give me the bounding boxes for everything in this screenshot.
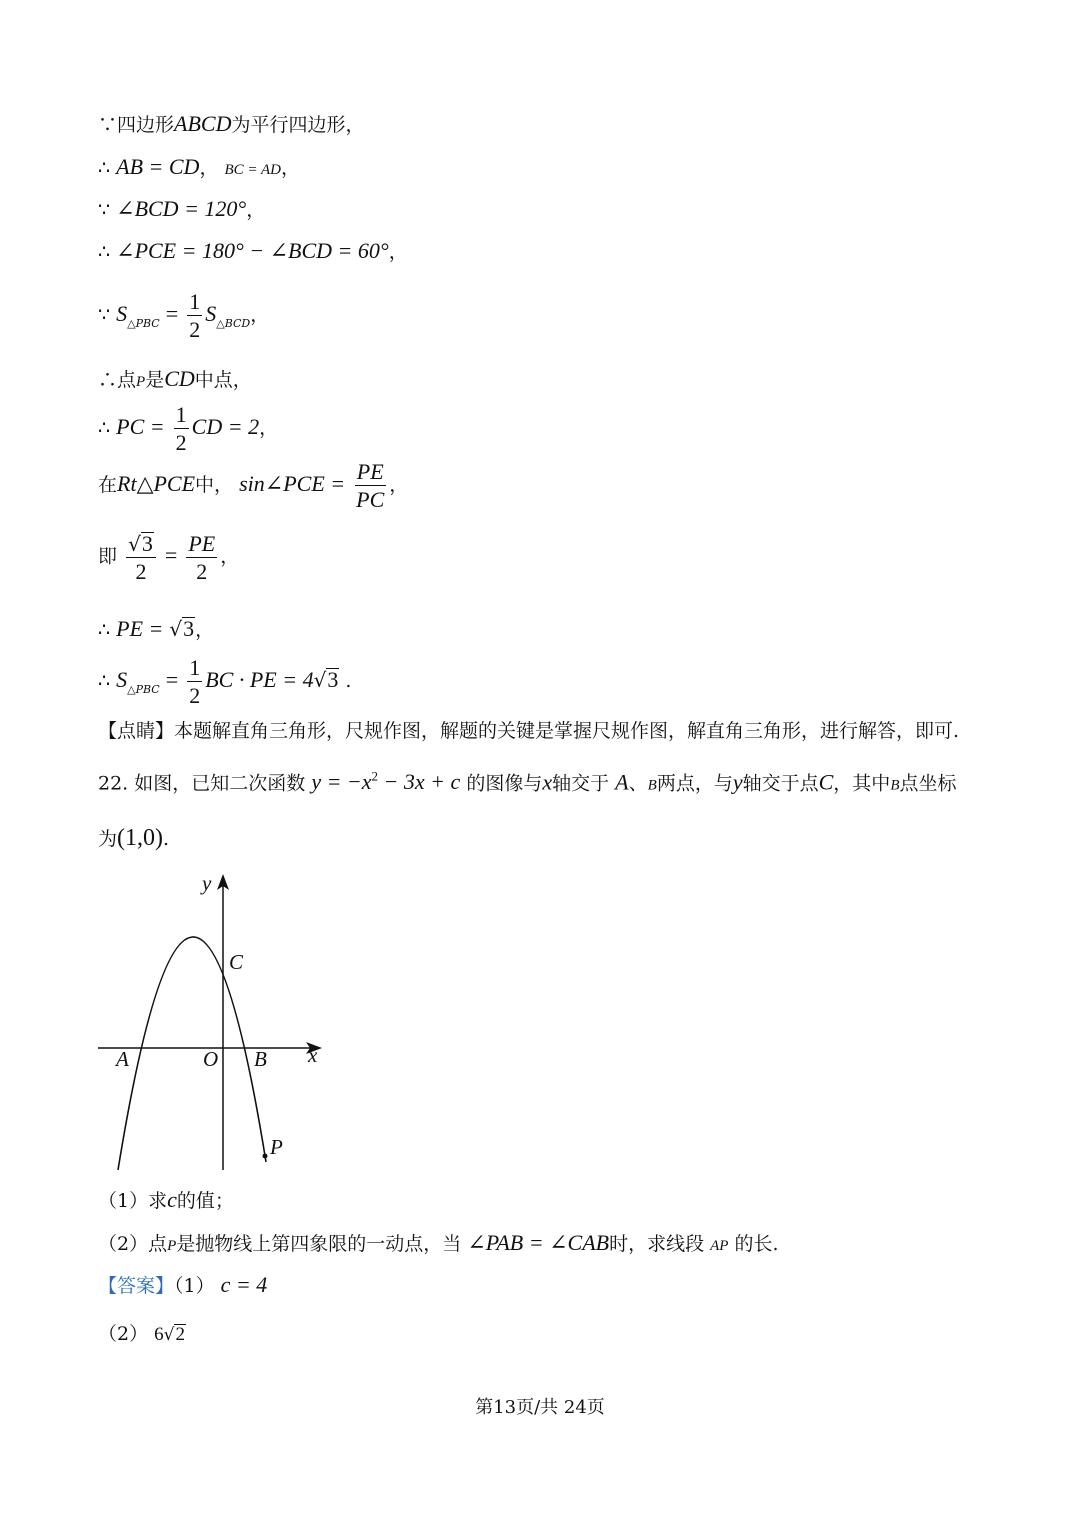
- numerator: PE: [188, 530, 216, 556]
- comment-line: [98, 722, 959, 741]
- math-cd: CD: [164, 366, 195, 391]
- label-p: P: [270, 1135, 283, 1159]
- denominator: 2: [196, 558, 208, 584]
- question-22-line-2: [98, 826, 169, 850]
- label-b: B: [254, 1047, 267, 1071]
- fraction: [186, 530, 217, 584]
- math-s: S: [205, 301, 217, 326]
- text: 的图像与: [466, 772, 543, 795]
- math-b: B: [647, 777, 657, 794]
- denominator: 2: [189, 317, 201, 342]
- math-pe: PE =: [116, 616, 164, 641]
- therefore-symbol: ∴: [98, 369, 118, 391]
- subscript: △PBC: [127, 683, 160, 696]
- radical-icon: √: [163, 1325, 175, 1345]
- proof-line-3: [98, 198, 265, 220]
- label-a: A: [116, 1047, 129, 1071]
- exponent: 2: [371, 769, 379, 784]
- numerator: [126, 532, 156, 558]
- math-c: c: [167, 1187, 177, 1212]
- text: 、: [628, 772, 648, 795]
- math-abcd: ABCD: [174, 111, 232, 136]
- label-y: y: [202, 871, 212, 895]
- proof-line-5: [98, 291, 269, 341]
- math-rt-triangle: Rt△PCE: [117, 471, 196, 496]
- math-a: A: [615, 769, 629, 795]
- coefficient: 6: [154, 1324, 164, 1345]
- equals: =: [165, 301, 179, 326]
- fraction: [187, 291, 202, 341]
- proof-line-11: [98, 657, 351, 707]
- therefore-symbol: ∴: [98, 241, 111, 263]
- therefore-symbol: ∴: [98, 417, 111, 439]
- math-cd-2: CD = 2: [191, 414, 260, 439]
- math-p: P: [136, 374, 146, 390]
- proof-line-4: [98, 240, 408, 262]
- eq-part: y = −x: [311, 769, 372, 795]
- label-c: C: [229, 950, 244, 974]
- math-bc-pe: BC · PE = 4: [205, 667, 314, 692]
- answer-line-1: [98, 1274, 267, 1296]
- parabola-figure: [90, 868, 340, 1178]
- text: 中，: [195, 474, 234, 496]
- numerator: 1: [175, 402, 187, 427]
- text: （1）求: [98, 1190, 168, 1212]
- text: ，其中: [833, 772, 891, 795]
- text: 轴交于点: [742, 772, 819, 795]
- parabola-curve: [118, 937, 266, 1170]
- point-p-dot: [263, 1154, 268, 1159]
- math-angle-eq: ∠PAB = ∠CAB: [467, 1230, 610, 1255]
- because-symbol: ∵: [98, 114, 118, 136]
- text: 点坐标: [899, 772, 957, 795]
- text: 在: [98, 474, 118, 496]
- answer-line-2: [98, 1324, 186, 1344]
- math-ap: AP: [710, 1238, 729, 1254]
- comment-tag: 【点睛】: [98, 720, 175, 742]
- math-equation: [311, 769, 460, 794]
- equals: =: [164, 542, 178, 568]
- text: 的长.: [734, 1233, 779, 1255]
- subscript: △PBC: [127, 317, 160, 330]
- answer-tag: 【答案】: [98, 1275, 175, 1297]
- math-s: S: [116, 667, 128, 692]
- page-footer: 第13页/共 24页: [475, 1397, 605, 1418]
- proof-line-1: [98, 113, 365, 135]
- radical-icon: √: [169, 617, 183, 641]
- radicand: 3: [183, 616, 195, 641]
- because-symbol: ∵: [98, 304, 111, 326]
- text: 的值；: [176, 1190, 234, 1212]
- math-sin: sin∠PCE =: [239, 471, 346, 496]
- text: 22. 如图，已知二次函数: [98, 772, 306, 795]
- text: 四边形: [117, 114, 175, 136]
- radicand: 2: [175, 1324, 185, 1345]
- proof-line-9: [98, 532, 239, 583]
- proof-line-2: [98, 156, 300, 178]
- text: ，: [246, 199, 266, 221]
- radical-icon: √: [313, 668, 327, 692]
- denominator: PC: [356, 487, 385, 512]
- text: 中点，: [194, 369, 252, 391]
- sub-question-2: [98, 1232, 779, 1254]
- text: （2）点: [98, 1233, 168, 1255]
- text: （2）: [98, 1323, 149, 1345]
- fraction: [126, 532, 156, 583]
- therefore-symbol: ∴: [98, 670, 111, 692]
- fraction: [354, 461, 386, 511]
- text: ，: [388, 241, 408, 263]
- label-o: O: [203, 1047, 219, 1071]
- text: 为: [98, 828, 118, 850]
- text: ，: [250, 304, 270, 326]
- text: ，: [281, 157, 301, 179]
- proof-line-6: [98, 368, 252, 390]
- proof-line-7: [98, 404, 278, 454]
- fraction: [174, 404, 189, 454]
- radicand: 3: [141, 531, 153, 556]
- radicand: 3: [327, 667, 339, 692]
- numerator: 1: [189, 289, 201, 314]
- because-symbol: ∵: [98, 199, 111, 221]
- text: 是: [145, 369, 165, 391]
- label-x: x: [308, 1043, 318, 1067]
- math-c: C: [818, 769, 834, 795]
- math-angle-bcd: ∠BCD = 120°: [116, 196, 247, 221]
- text: 时，求线段: [609, 1233, 705, 1255]
- math-y: y: [732, 769, 743, 795]
- text: .: [345, 670, 352, 692]
- text: ，: [389, 474, 409, 496]
- proof-line-10: [98, 617, 214, 640]
- text: 为平行四边形，: [231, 114, 365, 136]
- text: ，: [195, 619, 215, 641]
- proof-line-8: [98, 461, 408, 511]
- text: （1）: [174, 1275, 215, 1297]
- fraction: [187, 657, 202, 707]
- numerator: 1: [189, 655, 201, 680]
- text: 两点，与: [656, 772, 733, 795]
- math-b: B: [890, 777, 900, 794]
- subscript: △BCD: [216, 317, 251, 330]
- equals: =: [165, 667, 179, 692]
- text: ，: [220, 545, 240, 568]
- math-p: P: [167, 1238, 177, 1254]
- math-s: S: [116, 301, 128, 326]
- math-ab-cd: AB = CD: [116, 154, 200, 179]
- math-pc: PC =: [116, 414, 165, 439]
- numerator: PE: [356, 459, 384, 484]
- text: .: [163, 828, 170, 850]
- math-bc-ad: BC = AD: [224, 162, 282, 178]
- text: 点: [117, 369, 137, 391]
- math-coord: (1,0): [117, 825, 163, 851]
- radical-icon: √: [128, 532, 141, 556]
- text: 是抛物线上第四象限的一动点，当: [176, 1233, 462, 1255]
- text: ，: [259, 417, 279, 439]
- math-c-4: c = 4: [220, 1272, 268, 1297]
- math-angle-pce: ∠PCE = 180° − ∠BCD = 60°: [116, 238, 389, 263]
- comment-text: 本题解直角三角形，尺规作图，解题的关键是掌握尺规作图，解直角三角形，进行解答，即可.: [174, 720, 960, 742]
- math-x: x: [542, 769, 553, 795]
- denominator: 2: [175, 430, 187, 455]
- text: 即: [98, 545, 118, 568]
- eq-part: − 3x + c: [378, 769, 461, 795]
- denominator: 2: [135, 559, 147, 584]
- question-22-line-1: [98, 770, 957, 793]
- therefore-symbol: ∴: [98, 157, 111, 179]
- denominator: 2: [189, 683, 201, 708]
- text: 轴交于: [552, 772, 610, 795]
- text: ，: [199, 157, 219, 179]
- sub-question-1: [98, 1189, 234, 1211]
- therefore-symbol: ∴: [98, 619, 111, 641]
